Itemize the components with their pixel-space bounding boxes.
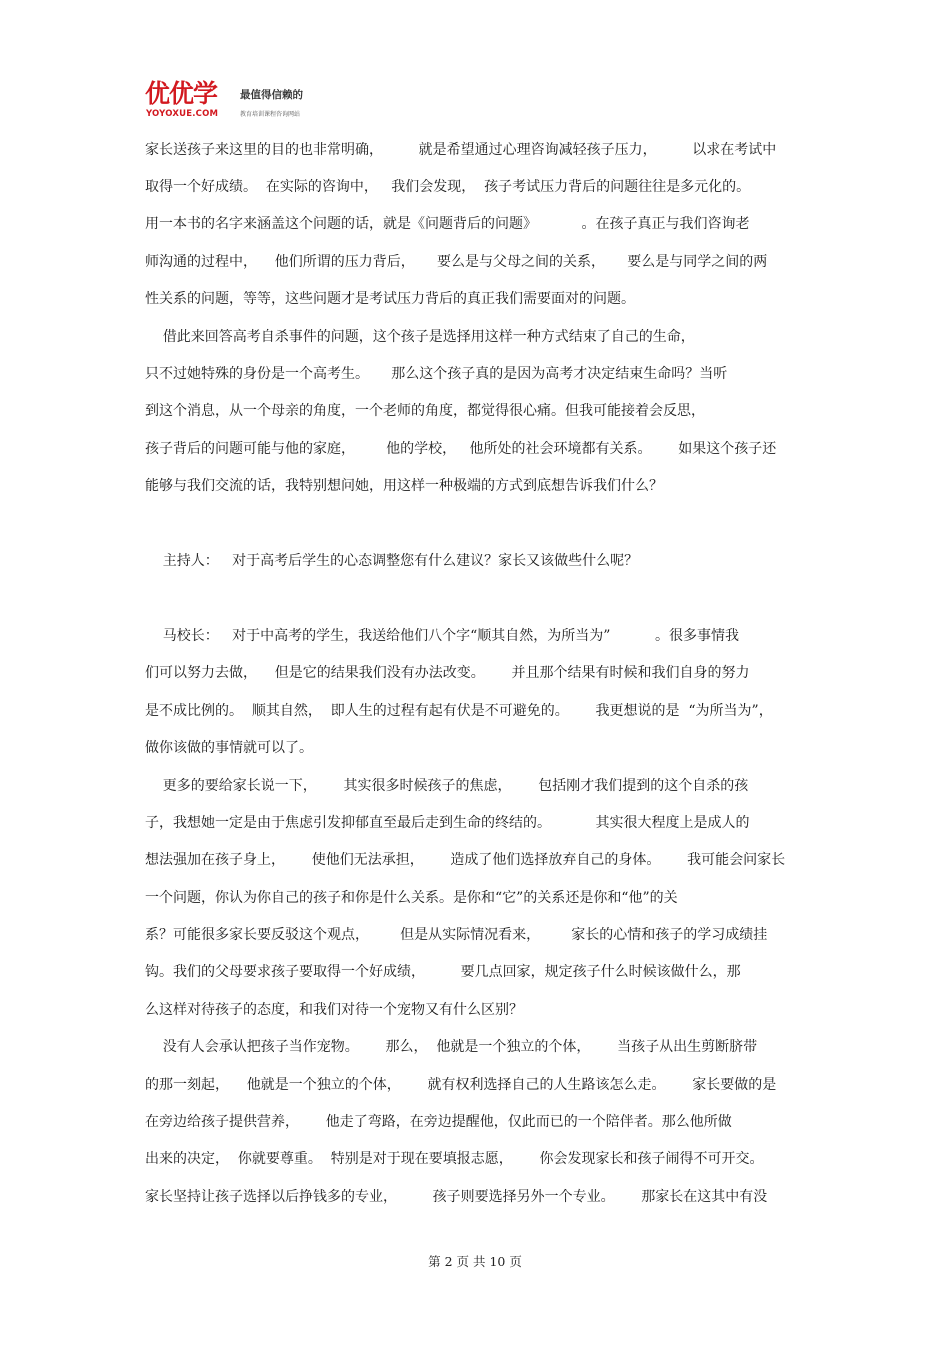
text-line: 子，我想她一定是由于焦虑引发抑郁直至最后走到生命的终结的。 其实很大程度上是成人的 [145,815,750,831]
text-line: 在旁边给孩子提供营养， 他走了弯路，在旁边提醒他，仅此而已的一个陪伴者。那么他所做 [145,1114,732,1130]
text-line: 么这样对待孩子的态度，和我们对待一个宠物又有什么区别？ [145,1002,523,1018]
text-line: 的那一刻起， 他就是一个独立的个体， 就有权利选择自己的人生路该怎么走。 家长要做的是 [145,1077,777,1093]
text-line: 想法强加在孩子身上， 使他们无法承担， 造成了他们选择放弃自己的身体。 我可能会问家长 [145,852,786,868]
text-line: 到这个消息，从一个母亲的角度，一个老师的角度，都觉得很心痛。但我可能接着会反思， [145,403,705,419]
text-line: 取得一个好成绩。 在实际的咨询中， 我们会发现， 孩子考试压力背后的问题往往是多元化的。 [145,179,751,195]
page-number: 第 2 页 共 10 页 [428,1254,522,1269]
text-line: 钩。我们的父母要求孩子要取得一个好成绩， 要几点回家，规定孩子什么时候该做什么，那 [145,964,741,980]
text-line: 性关系的问题，等等，这些问题才是考试压力背后的真正我们需要面对的问题。 [145,291,635,307]
logo-wordmark: 优优学 [145,79,218,108]
text-line: 们可以努力去做， 但是它的结果我们没有办法改变。 并且那个结果有时候和我们自身的努力 [145,665,750,681]
text-line: 家长送孩子来这里的目的也非常明确， 就是希望通过心理咨询减轻孩子压力， 以求在考试中 [145,142,777,158]
text-line: 马校长： 对于中高考的学生，我送给他们八个字“顺其自然，为所当为” 。很多事情我 [145,628,739,644]
text-line: 主持人： 对于高考后学生的心态调整您有什么建议？家长又该做些什么呢？ [145,553,639,569]
text-line: 借此来回答高考自杀事件的问题，这个孩子是选择用这样一种方式结束了自己的生命， [145,329,695,345]
text-line: 更多的要给家长说一下， 其实很多时候孩子的焦虑， 包括刚才我们提到的这个自杀的孩 [145,778,749,794]
text-line: 能够与我们交流的话，我特别想问她，用这样一种极端的方式到底想告诉我们什么？ [145,478,663,494]
text-line: 只不过她特殊的身份是一个高考生。 那么这个孩子真的是因为高考才决定结束生命吗？当听 [145,366,728,382]
text-line: 做你该做的事情就可以了。 [145,740,313,756]
text-line: 没有人会承认把孩子当作宠物。 那么， 他就是一个独立的个体， 当孩子从出生剪断脐带 [145,1039,758,1055]
logo-slogan: 最值得信赖的 [240,89,303,101]
text-line: 师沟通的过程中， 他们所谓的压力背后， 要么是与父母之间的关系， 要么是与同学之间的两 [145,254,768,270]
logo [145,80,335,122]
text-line: 家长坚持让孩子选择以后挣钱多的专业， 孩子则要选择另外一个专业。 那家长在这其中有没 [145,1189,768,1205]
text-line: 用一本书的名字来涵盖这个问题的话，就是《问题背后的问题》 。在孩子真正与我们咨询老 [145,216,750,232]
text-line: 一个问题，你认为你自己的孩子和你是什么关系。是你和“它”的关系还是你和“他”的关 [145,890,678,906]
text-line: 系？可能很多家长要反驳这个观点， 但是从实际情况看来， 家长的心情和孩子的学习成绩挂 [145,927,768,943]
text-line: 是不成比例的。 顺其自然， 即人生的过程有起有伏是不可避免的。 我更想说的是 “为所当为”， [145,703,773,719]
logo-domain: YOYOXUE.COM [146,109,219,119]
text-line: 出来的决定， 你就要尊重。 特别是对于现在要填报志愿， 你会发现家长和孩子闹得不可开交。 [145,1151,764,1167]
text-line: 孩子背后的问题可能与他的家庭， 他的学校， 他所处的社会环境都有关系。 如果这个孩子还 [145,441,777,457]
logo-subtitle: 教育培训课程咨询网站 [240,111,301,118]
